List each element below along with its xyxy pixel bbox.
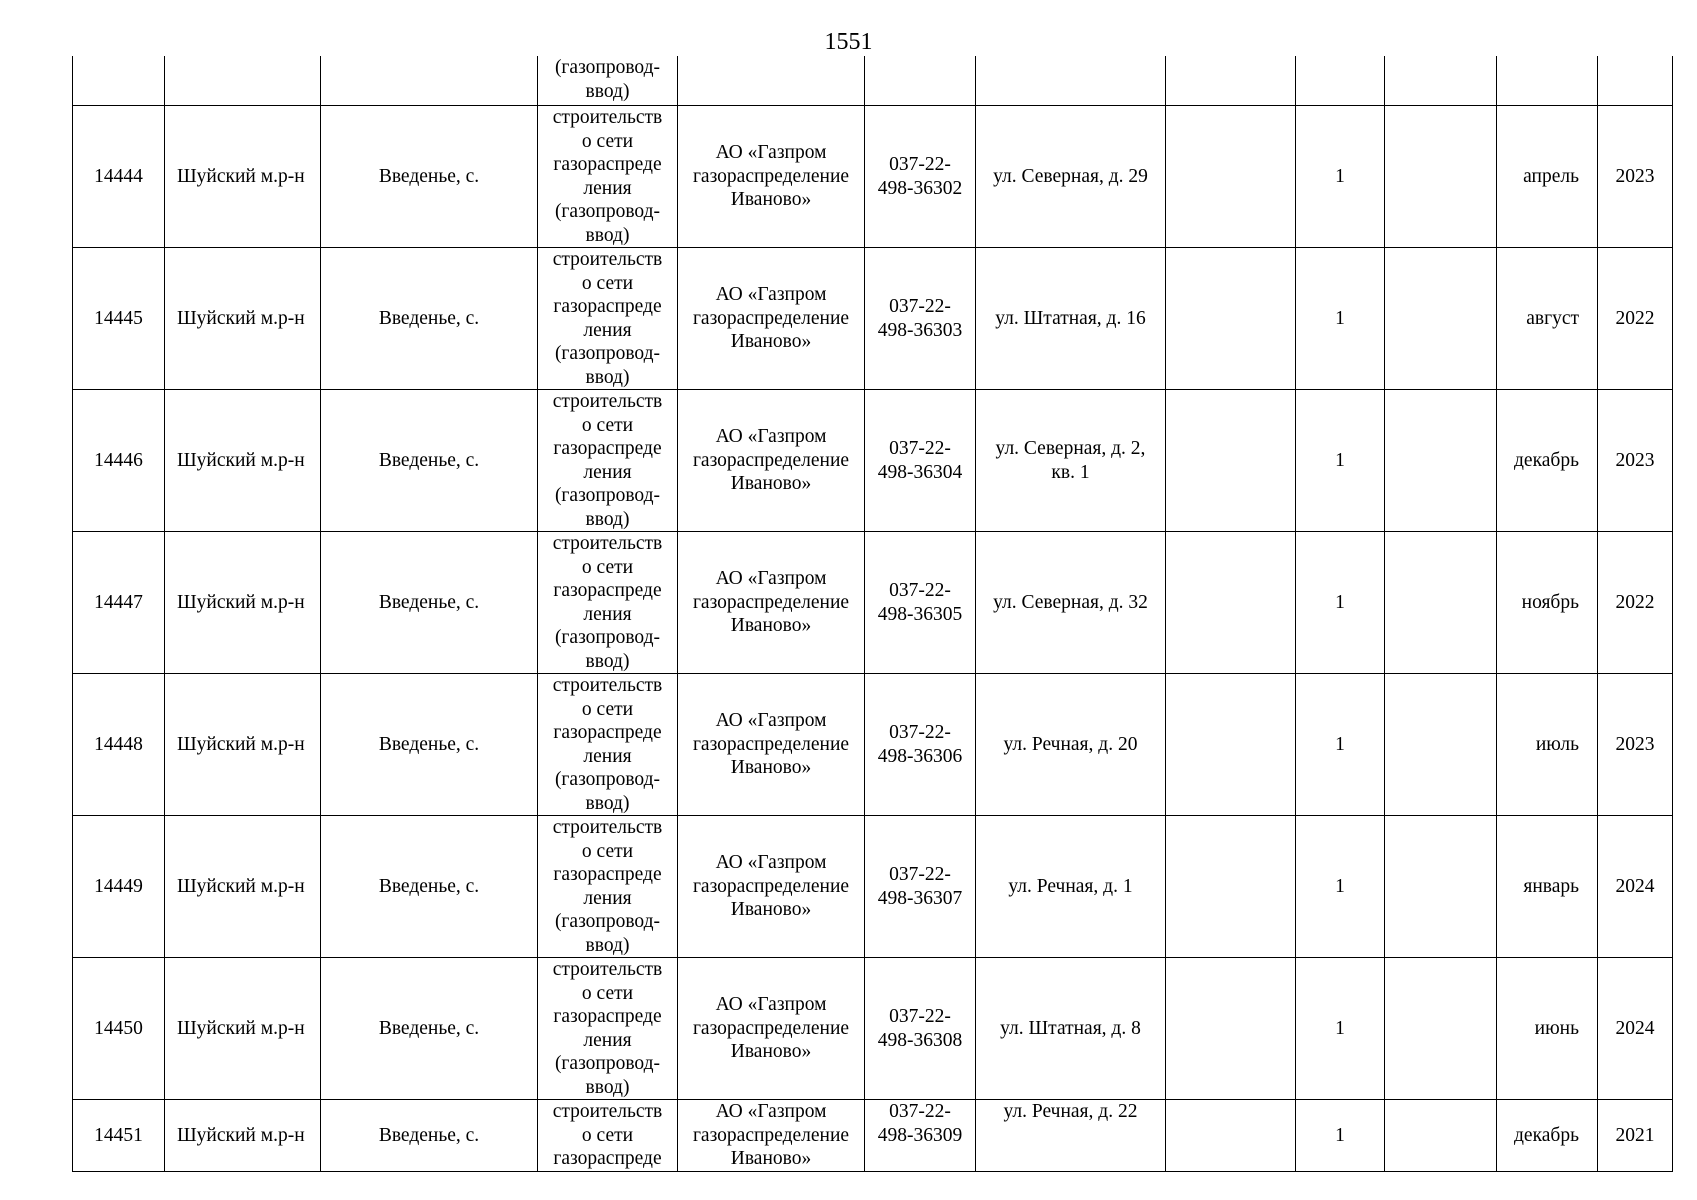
cell-id	[73, 56, 165, 106]
cell-settlement: Введенье, с.	[321, 106, 538, 248]
cell-empty	[1166, 390, 1296, 532]
cell-empty	[1166, 958, 1296, 1100]
cell-count: 1	[1296, 1100, 1385, 1172]
cell-empty	[1166, 532, 1296, 674]
cell-count: 1	[1296, 958, 1385, 1100]
cell-month: апрель	[1497, 106, 1598, 248]
cell-code: 037-22- 498-36304	[865, 390, 976, 532]
cell-month: июнь	[1497, 958, 1598, 1100]
cell-month	[1497, 56, 1598, 106]
cell-empty	[1385, 106, 1497, 248]
cell-count: 1	[1296, 674, 1385, 816]
cell-organization: АО «Газпром газораспределение Иваново»	[678, 1100, 865, 1172]
cell-empty	[1385, 1100, 1497, 1172]
cell-address: ул. Речная, д. 1	[976, 816, 1166, 958]
cell-organization: АО «Газпром газораспределение Иваново»	[678, 248, 865, 390]
cell-municipality: Шуйский м.р-н	[165, 390, 321, 532]
cell-id: 14448	[73, 674, 165, 816]
cell-address: ул. Штатная, д. 16	[976, 248, 1166, 390]
cell-empty	[1385, 532, 1497, 674]
cell-year: 2022	[1598, 248, 1673, 390]
continuation-row	[73, 56, 1673, 106]
cell-code: 037-22- 498-36305	[865, 532, 976, 674]
cell-empty	[1166, 1100, 1296, 1172]
cell-year: 2024	[1598, 816, 1673, 958]
cell-code: 037-22- 498-36303	[865, 248, 976, 390]
cell-id: 14451	[73, 1100, 165, 1172]
cell-year: 2022	[1598, 532, 1673, 674]
cell-settlement: Введенье, с.	[321, 390, 538, 532]
cell-year: 2023	[1598, 390, 1673, 532]
cell-work-type: строительств о сети газораспреде ления (газопровод- ввод)	[538, 106, 678, 248]
table-row	[73, 390, 1673, 532]
cell-code: 037-22- 498-36309	[865, 1100, 976, 1172]
cell-empty	[1385, 674, 1497, 816]
table-row	[73, 816, 1673, 958]
cell-empty	[1166, 674, 1296, 816]
cell-count: 1	[1296, 390, 1385, 532]
table-row	[73, 958, 1673, 1100]
cell-id: 14449	[73, 816, 165, 958]
cell-month: декабрь	[1497, 1100, 1598, 1172]
cell-year: 2023	[1598, 674, 1673, 816]
cell-organization: АО «Газпром газораспределение Иваново»	[678, 532, 865, 674]
cell-organization: АО «Газпром газораспределение Иваново»	[678, 958, 865, 1100]
cell-code	[865, 56, 976, 106]
cell-address: ул. Штатная, д. 8	[976, 958, 1166, 1100]
cell-settlement: Введенье, с.	[321, 674, 538, 816]
cell-count: 1	[1296, 816, 1385, 958]
cell-month: август	[1497, 248, 1598, 390]
cell-work-type: строительств о сети газораспреде ления (газопровод- ввод)	[538, 674, 678, 816]
cell-address: ул. Северная, д. 32	[976, 532, 1166, 674]
cell-code: 037-22- 498-36302	[865, 106, 976, 248]
cell-id: 14450	[73, 958, 165, 1100]
cell-municipality: Шуйский м.р-н	[165, 106, 321, 248]
cell-municipality	[165, 56, 321, 106]
cell-settlement: Введенье, с.	[321, 532, 538, 674]
cell-month: июль	[1497, 674, 1598, 816]
cell-id: 14445	[73, 248, 165, 390]
cell-empty	[1385, 958, 1497, 1100]
cell-empty	[1385, 816, 1497, 958]
registry-table	[72, 56, 1673, 1172]
cell-settlement: Введенье, с.	[321, 958, 538, 1100]
cell-work-type: строительств о сети газораспреде ления (газопровод- ввод)	[538, 958, 678, 1100]
table-row	[73, 1100, 1673, 1172]
cell-empty	[1385, 390, 1497, 532]
cell-municipality: Шуйский м.р-н	[165, 248, 321, 390]
cell-municipality: Шуйский м.р-н	[165, 1100, 321, 1172]
cell-work-type: строительств о сети газораспреде	[538, 1100, 678, 1172]
cell-municipality: Шуйский м.р-н	[165, 674, 321, 816]
cell-id: 14447	[73, 532, 165, 674]
cell-empty	[1166, 106, 1296, 248]
cell-work-type: (газопровод- ввод)	[538, 56, 678, 106]
cell-work-type: строительств о сети газораспреде ления (газопровод- ввод)	[538, 248, 678, 390]
cell-year: 2021	[1598, 1100, 1673, 1172]
cell-organization: АО «Газпром газораспределение Иваново»	[678, 106, 865, 248]
cell-code: 037-22- 498-36306	[865, 674, 976, 816]
cell-code: 037-22- 498-36307	[865, 816, 976, 958]
cell-municipality: Шуйский м.р-н	[165, 532, 321, 674]
cell-address: ул. Речная, д. 20	[976, 674, 1166, 816]
cell-id: 14446	[73, 390, 165, 532]
cell-year: 2024	[1598, 958, 1673, 1100]
cell-settlement: Введенье, с.	[321, 1100, 538, 1172]
cell-work-type: строительств о сети газораспреде ления (газопровод- ввод)	[538, 532, 678, 674]
cell-organization: АО «Газпром газораспределение Иваново»	[678, 816, 865, 958]
cell-empty	[1385, 56, 1497, 106]
cell-organization	[678, 56, 865, 106]
table-row	[73, 674, 1673, 816]
cell-month: ноябрь	[1497, 532, 1598, 674]
cell-empty	[1166, 248, 1296, 390]
cell-code: 037-22- 498-36308	[865, 958, 976, 1100]
cell-year: 2023	[1598, 106, 1673, 248]
cell-count: 1	[1296, 248, 1385, 390]
page-number: 1551	[824, 29, 873, 55]
cell-month: январь	[1497, 816, 1598, 958]
table-row	[73, 248, 1673, 390]
cell-settlement: Введенье, с.	[321, 248, 538, 390]
table-row	[73, 106, 1673, 248]
cell-address: ул. Речная, д. 22	[976, 1100, 1166, 1172]
cell-settlement	[321, 56, 538, 106]
cell-empty	[1385, 248, 1497, 390]
cell-municipality: Шуйский м.р-н	[165, 958, 321, 1100]
cell-municipality: Шуйский м.р-н	[165, 816, 321, 958]
cell-empty	[1296, 56, 1385, 106]
cell-empty	[1166, 56, 1296, 106]
cell-id: 14444	[73, 106, 165, 248]
cell-address: ул. Северная, д. 29	[976, 106, 1166, 248]
cell-count: 1	[1296, 532, 1385, 674]
cell-organization: АО «Газпром газораспределение Иваново»	[678, 390, 865, 532]
cell-address	[976, 56, 1166, 106]
cell-organization: АО «Газпром газораспределение Иваново»	[678, 674, 865, 816]
cell-count: 1	[1296, 106, 1385, 248]
cell-address: ул. Северная, д. 2, кв. 1	[976, 390, 1166, 532]
cell-work-type: строительств о сети газораспреде ления (газопровод- ввод)	[538, 816, 678, 958]
table-row	[73, 532, 1673, 674]
cell-month: декабрь	[1497, 390, 1598, 532]
cell-settlement: Введенье, с.	[321, 816, 538, 958]
cell-year	[1598, 56, 1673, 106]
cell-work-type: строительств о сети газораспреде ления (газопровод- ввод)	[538, 390, 678, 532]
cell-empty	[1166, 816, 1296, 958]
table-body	[73, 56, 1673, 1171]
